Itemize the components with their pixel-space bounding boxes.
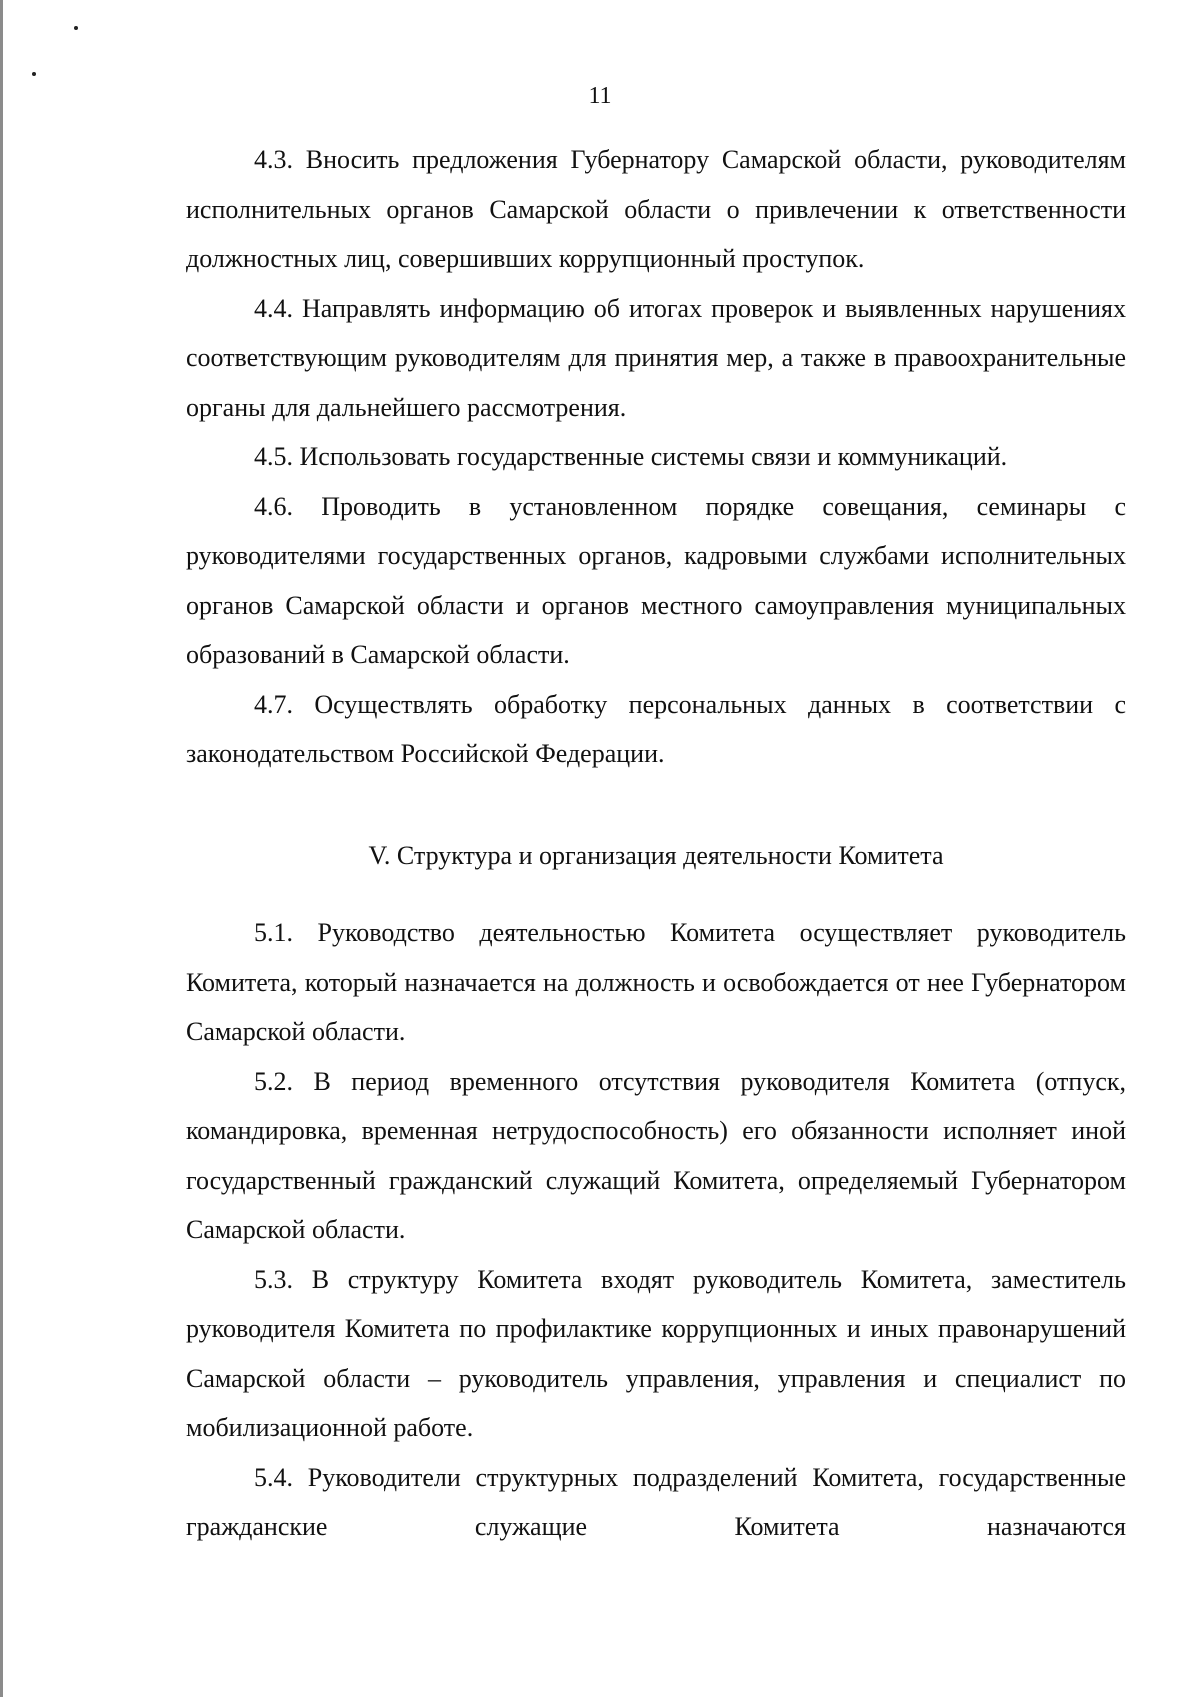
page-number: 11 (588, 83, 612, 109)
paragraph-4-7: 4.7. Осуществлять обработку персональных данных в соответствии с законодательством Российской Федерации. (186, 689, 1126, 768)
paragraph-4-4: 4.4. Направлять информацию об итогах проверок и выявленных нарушениях соответствующим руководителям для принятия мер, а также в правоохранительные органы для дальнейшего рассмотрения. (186, 293, 1126, 422)
scan-speck (32, 72, 36, 76)
paragraph-5-2: 5.2. В период временного отсутствия руководителя Комитета (отпуск, командировка, временная нетрудоспособность) его обязанности исполняет иной государственный гражданский служащий Комитета, определяемый Губернатором Самарской области. (186, 1066, 1126, 1244)
document-body (186, 135, 1126, 1552)
paragraph-5-3: 5.3. В структуру Комитета входят руководитель Комитета, заместитель руководителя Комитета по профилактике коррупционных и иных правонарушений Самарской области – руководитель управления, управления и специалист по мобилизационной работе. (186, 1264, 1126, 1442)
paragraph-4-5: 4.5. Использовать государственные системы связи и коммуникаций. (254, 442, 1008, 471)
scan-edge-shadow (0, 0, 3, 1697)
scan-speck (74, 26, 78, 30)
section-heading: V. Структура и организация деятельности Комитета (368, 840, 944, 870)
paragraph-4-3: 4.3. Вносить предложения Губернатору Самарской области, руководителям исполнительных органов Самарской области о привлечении к ответственности должностных лиц, совершивших коррупционный проступок. (186, 145, 1126, 273)
paragraph-5-1: 5.1. Руководство деятельностью Комитета осуществляет руководитель Комитета, который назначается на должность и освобождается от нее Губернатором Самарской области. (186, 918, 1126, 1046)
paragraph-5-4: 5.4. Руководители структурных подразделений Комитета, государственные гражданские служащие Комитета назначаются (186, 1462, 1126, 1541)
paragraph-4-6: 4.6. Проводить в установленном порядке совещания, семинары с руководителями государственных органов, кадровыми службами исполнительных органов Самарской области и органов местного самоуправления муниципальных образований в Самарской области. (186, 491, 1126, 669)
